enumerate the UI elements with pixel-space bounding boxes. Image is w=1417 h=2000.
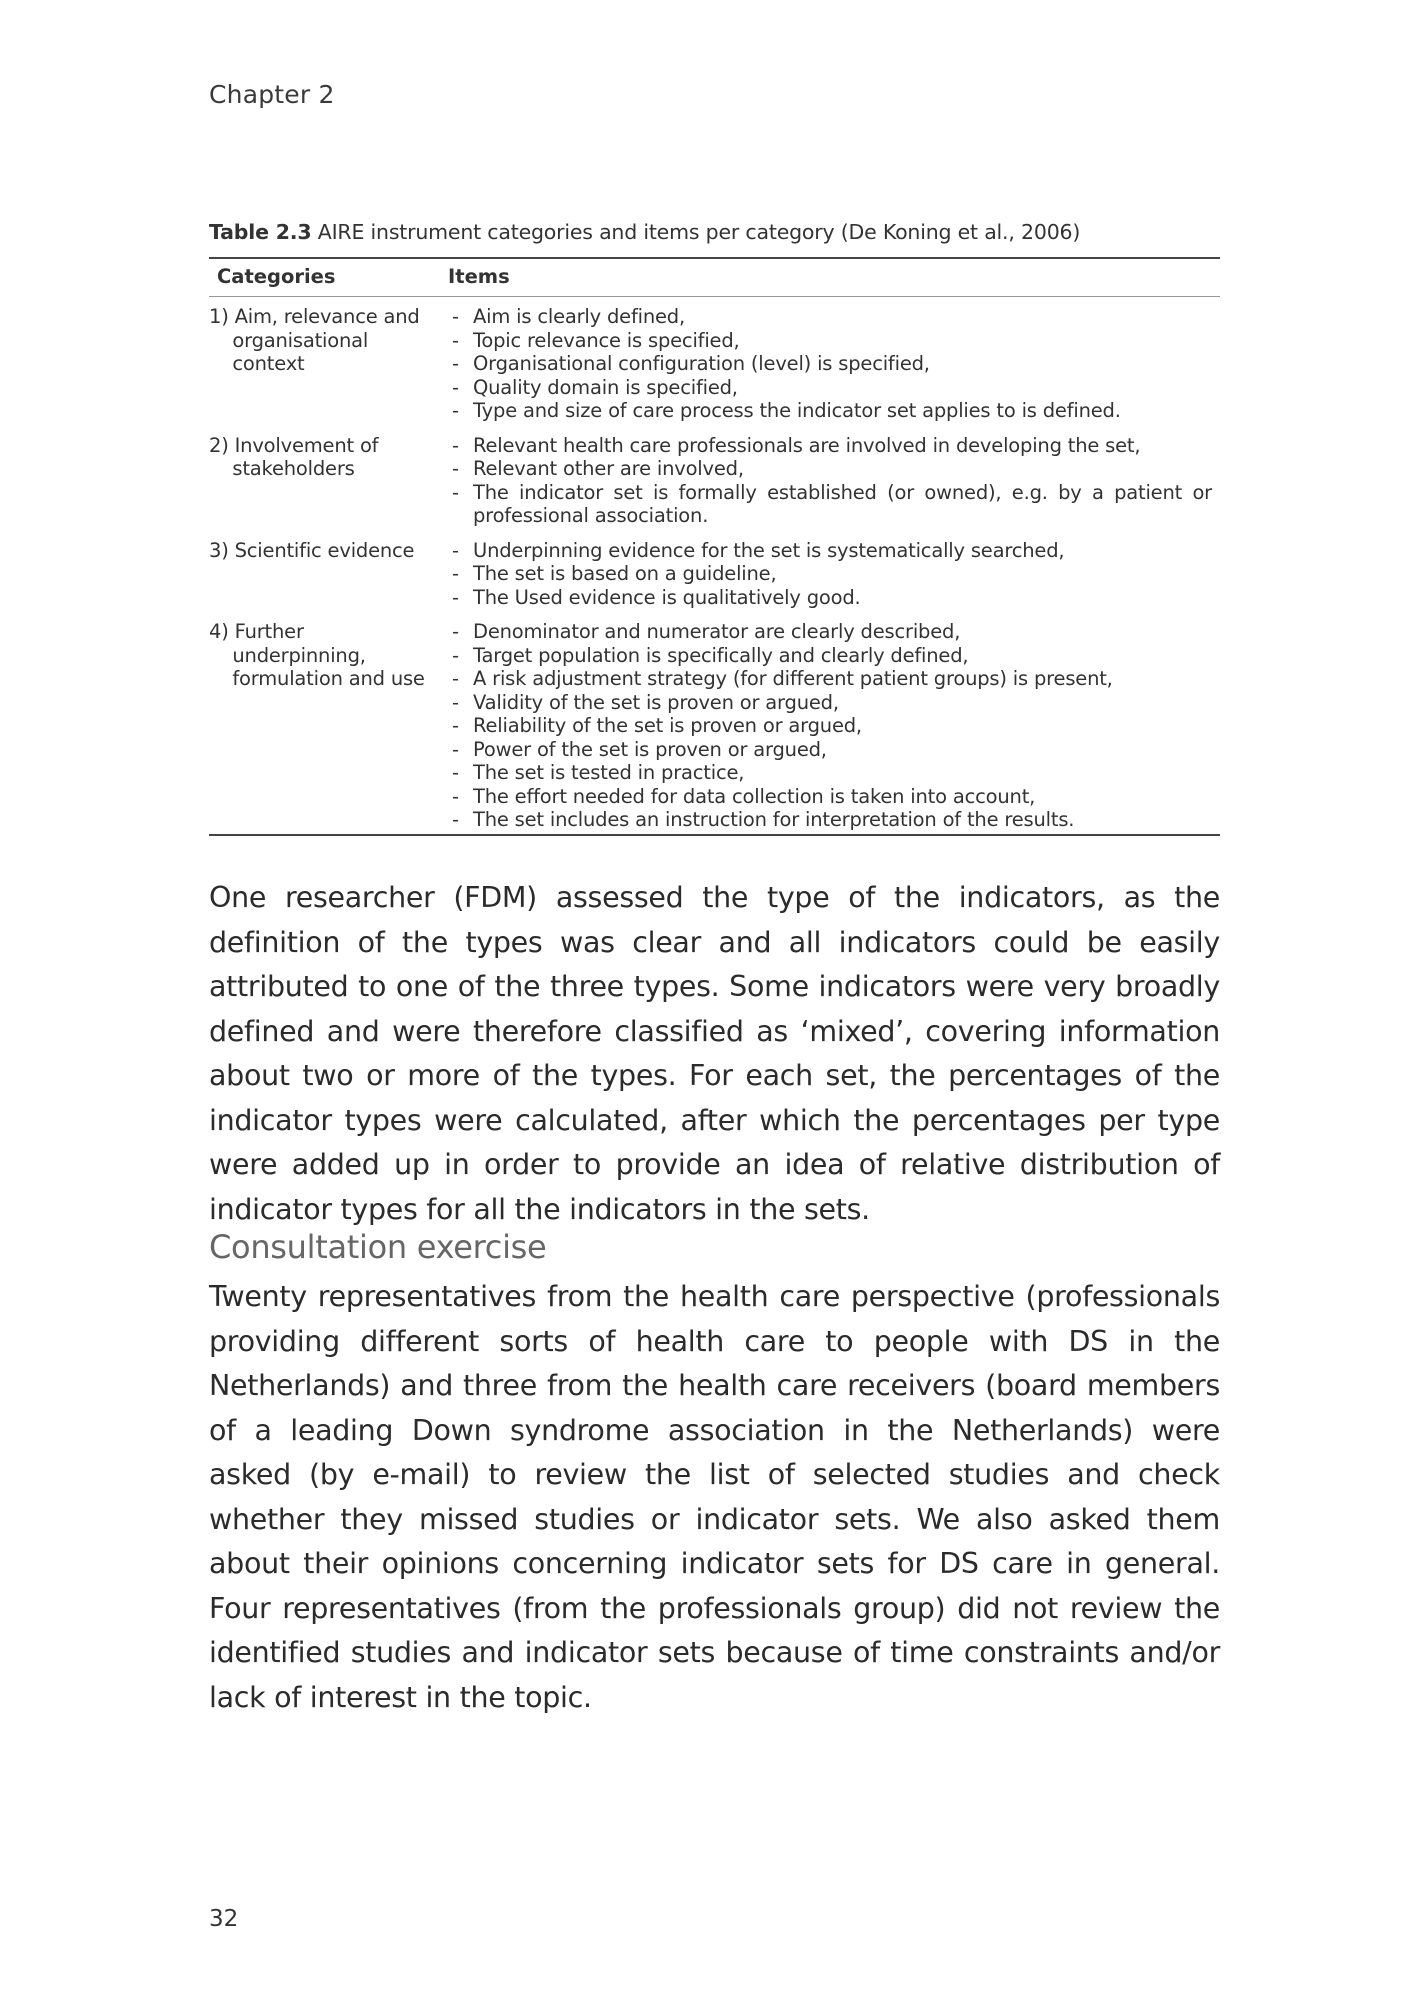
page-number: 32 — [209, 1906, 239, 1932]
table-row — [209, 620, 1220, 835]
item-list — [448, 620, 1212, 832]
column-header-items: Items — [440, 258, 1220, 297]
list-item: - Underpinning evidence for the set is systematically searched, — [448, 539, 1212, 563]
body-paragraph: One researcher (FDM) assessed the type of the indicators, as the definition of the types was clear and all indicators could be easily attributed to one of the three types. Some indicators were very broadly defined and were therefore classified as ‘mixed’, covering information about two or more of the types. For each set, the percentages of the indicator types were calculated, after which the percentages per type were added up in order to provide an idea of relative distribution of indicator types for all the indicators in the sets. — [209, 881, 1220, 1226]
category-cell: 1) Aim, relevance and organisational context — [209, 305, 420, 375]
category-cell: 3) Scientific evidence — [209, 538, 415, 562]
running-head: Chapter 2 — [209, 80, 335, 109]
table-row — [209, 297, 1220, 434]
item-list — [448, 434, 1212, 528]
list-item: - The set includes an instruction for interpretation of the results. — [448, 808, 1212, 832]
table-caption — [209, 220, 1220, 244]
category-cell: 4) Further underpinning, formulation and use — [209, 620, 440, 835]
table-row — [209, 434, 1220, 539]
table-2-3 — [209, 220, 1220, 836]
list-item: - The set is based on a guideline, — [448, 562, 1212, 586]
list-item: - Validity of the set is proven or argued, — [448, 691, 1212, 715]
items-cell — [440, 297, 1220, 434]
list-item: - Relevant health care professionals are involved in developing the set, — [448, 434, 1212, 458]
list-item: - Type and size of care process the indicator set applies to is defined. — [448, 399, 1212, 423]
item-list — [448, 305, 1212, 423]
list-item: - Power of the set is proven or argued, — [448, 738, 1212, 762]
list-item: - The Used evidence is qualitatively good. — [448, 586, 1212, 610]
list-item: - The indicator set is formally established (or owned), e.g. by a patient or professional association. — [448, 481, 1212, 528]
section-heading: Consultation exercise — [209, 1228, 547, 1266]
list-item: - Denominator and numerator are clearly described, — [448, 620, 1212, 644]
items-cell — [440, 539, 1220, 621]
list-item: - The effort needed for data collection is taken into account, — [448, 785, 1212, 809]
list-item: - Target population is specifically and clearly defined, — [448, 644, 1212, 668]
category-cell: 2) Involvement of stakeholders — [209, 433, 379, 480]
item-list — [448, 539, 1212, 610]
items-cell — [440, 434, 1220, 539]
table-header-row — [209, 258, 1220, 297]
table-caption-text: AIRE instrument categories and items per category (De Koning et al., 2006) — [311, 220, 1081, 244]
list-item: - Topic relevance is specified, — [448, 329, 1212, 353]
list-item: - The set is tested in practice, — [448, 761, 1212, 785]
list-item: - Organisational configuration (level) is specified, — [448, 352, 1212, 376]
aire-table — [209, 257, 1220, 836]
list-item: - A risk adjustment strategy (for different patient groups) is present, — [448, 667, 1212, 691]
list-item: - Quality domain is specified, — [448, 376, 1212, 400]
list-item: - Aim is clearly defined, — [448, 305, 1212, 329]
list-item: - Reliability of the set is proven or argued, — [448, 714, 1212, 738]
body-paragraph: Twenty representatives from the health care perspective (professionals providing different sorts of health care to people with DS in the Netherlands) and three from the health care receivers (board members of a leading Down syndrome association in the Netherlands) were asked (by e-mail) to review the list of selected studies and check whether they missed studies or indicator sets. We also asked them about their opinions concerning indicator sets for DS care in general. Four representatives (from the professionals group) did not review the identified studies and indicator sets because of time constraints and/or lack of interest in the topic. — [209, 1280, 1220, 1714]
table-row — [209, 539, 1220, 621]
column-header-categories: Categories — [209, 258, 440, 297]
list-item: - Relevant other are involved, — [448, 457, 1212, 481]
items-cell — [440, 620, 1220, 835]
table-caption-label: Table 2.3 — [209, 220, 312, 244]
